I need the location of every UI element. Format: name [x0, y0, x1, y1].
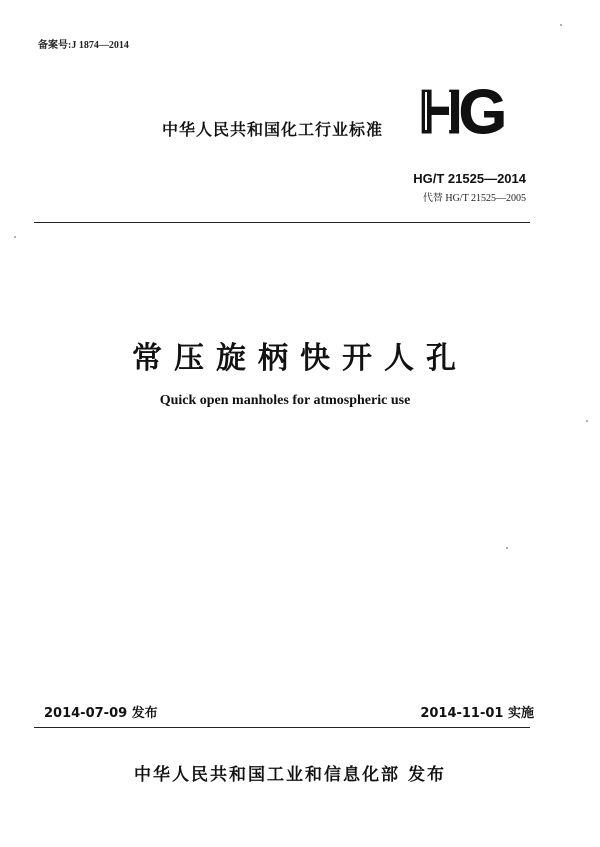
- record-number: 备案号:J 1874—2014: [38, 40, 129, 51]
- implementation-date: 2014-11-01 实施: [420, 706, 534, 721]
- scan-speck: [586, 420, 588, 422]
- standard-code: HG/T 21525—2014: [413, 171, 526, 186]
- title-chinese: 常压旋柄快开人孔: [132, 341, 468, 376]
- replaces-standard: 代替 HG/T 21525—2005: [422, 193, 526, 204]
- hg-logo: [416, 82, 522, 138]
- top-divider: [34, 222, 530, 223]
- bottom-divider: [34, 727, 530, 728]
- scan-speck: [560, 24, 562, 26]
- scan-speck: [506, 547, 508, 549]
- hg-logo-text: HG: [418, 82, 503, 138]
- scan-speck: [14, 236, 16, 238]
- issue-date: 2014-07-09 发布: [44, 706, 158, 721]
- standard-code-block: [413, 171, 526, 204]
- issuing-authority: 中华人民共和国工业和信息化部 发布: [134, 765, 446, 785]
- industry-standard-label: 中华人民共和国化工行业标准: [162, 120, 384, 139]
- title-english: Quick open manholes for atmospheric use: [159, 393, 411, 408]
